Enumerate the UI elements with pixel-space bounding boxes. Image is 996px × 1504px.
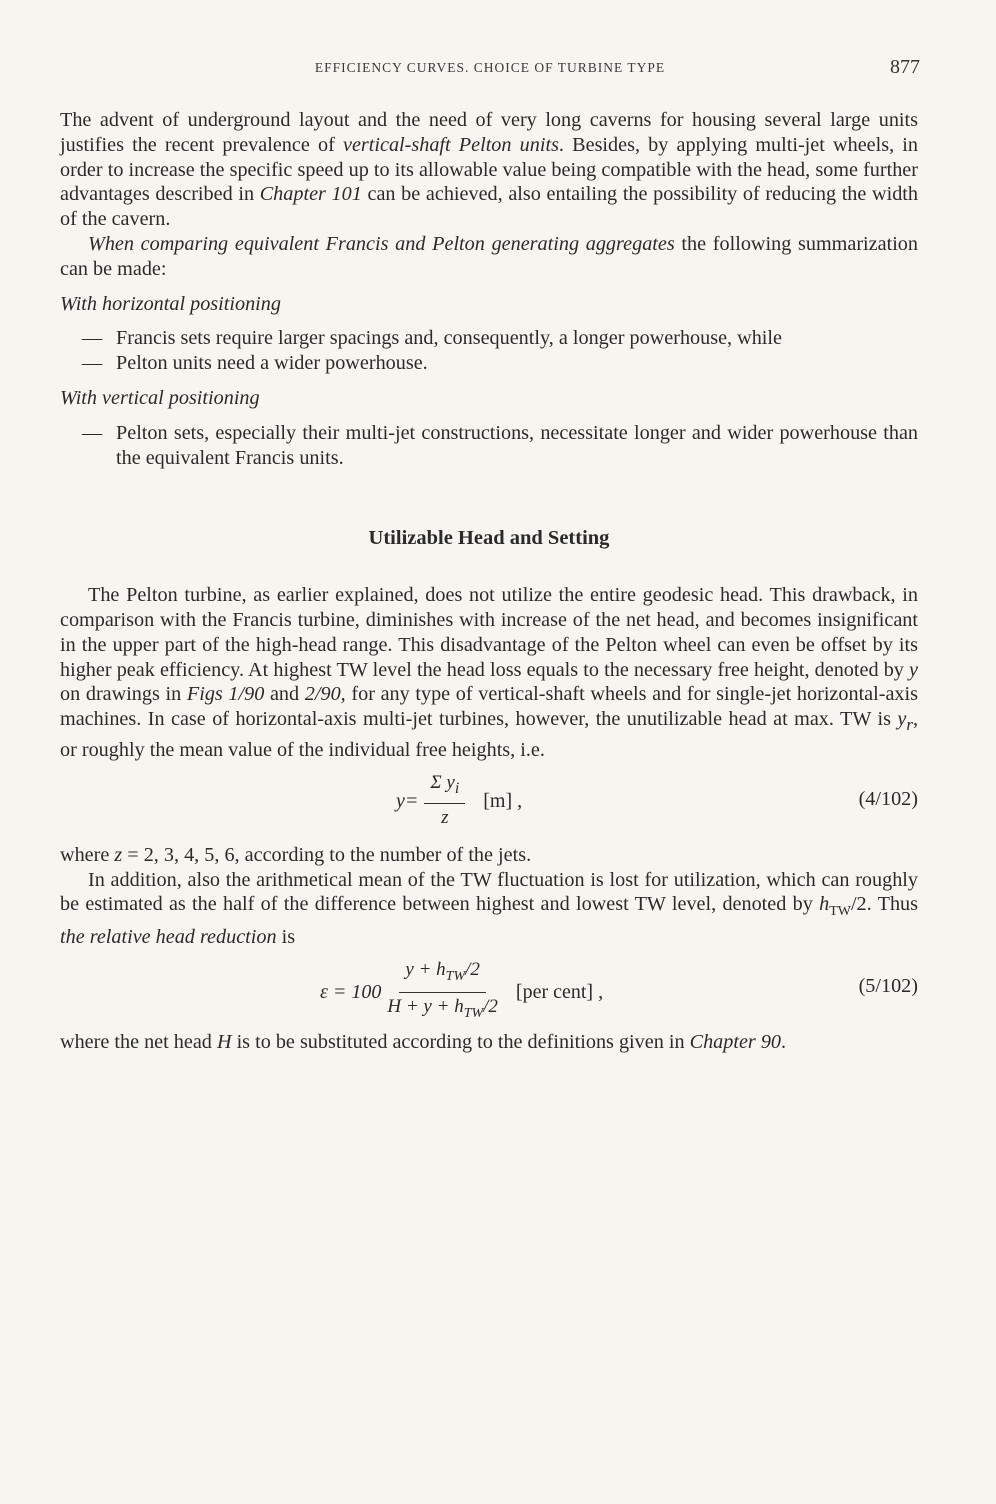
text-run: The Pelton turbine, as earlier explained, does not utilize the entire geodesic head. This drawback, in comparison with the Francis turbine, diminishes with increase of the net head, and becomes insignificant in the upper part of the high-head range. This disadvantage of the Pelton wheel can even be offset by its higher peak efficiency. At highest TW level the head loss equals to the necessary free height, denoted by (60, 584, 918, 681)
text-run: on drawings in (60, 683, 187, 706)
page-header (60, 56, 920, 86)
text-run: The advent of underground layout and the need of very long caverns for housing several large units justifies the recent prevalence of (60, 109, 918, 156)
numerator-subscript: TW (445, 968, 466, 984)
text-run: , or roughly the mean value of the individual free heights, i.e. (60, 708, 918, 761)
section-title: Utilizable Head and Setting (368, 527, 610, 550)
equation-number: (5/102) (858, 974, 918, 997)
symbol-z: z (114, 843, 123, 866)
emphasis-vertical-shaft: vertical-shaft Pelton units (342, 133, 559, 156)
paragraph-tw-fluctuation (60, 868, 918, 950)
text-run: can be achieved, also entailing the possibility of reducing the width of the cavern. (60, 183, 919, 231)
figure-reference: Figs 1/90 (186, 683, 265, 706)
subheading-horizontal: With horizontal positioning (60, 292, 281, 315)
equation-5-102 (60, 958, 918, 1021)
running-head: EFFICIENCY CURVES. CHOICE OF TURBINE TYPE (314, 60, 666, 75)
equation-body (396, 771, 522, 831)
equation-lhs: ε = 100 (320, 980, 382, 1003)
denominator-subscript: TW (463, 1005, 484, 1021)
fraction-numerator (424, 771, 465, 805)
text-run: where (60, 843, 115, 866)
fraction (387, 958, 498, 1026)
list-item: — Francis sets require larger spacings and, consequently, a longer powerhouse, while (60, 326, 918, 351)
chapter-reference: Chapter 101 (259, 183, 362, 206)
denominator-tail: /2 (483, 995, 498, 1017)
text-run: . Besides, by applying multi-jet wheels, in order to increase the specific speed up to its allowable value being compatible with the head, some further advantages described in (60, 133, 918, 206)
paragraph-jets (60, 843, 918, 868)
figure-reference: 2/90, (304, 683, 346, 706)
numerator-text: y + h (405, 958, 446, 980)
emphasis-relative-head: the relative head reduction (60, 926, 277, 949)
text-run: where the net head (60, 1030, 217, 1053)
denominator-text: H + y + h (387, 995, 464, 1017)
symbol-H: H (216, 1030, 232, 1053)
equation-lhs: y= (396, 789, 419, 812)
emphasis-comparison: When comparing equivalent Francis and Pelton generating aggregates (88, 232, 675, 255)
text-run: for any type of vertical-shaft wheels and for single-jet horizontal-axis machines. In case of horizontal-axis multi-jet turbines, however, the unutilizable head at max. TW is (60, 683, 918, 731)
fraction (424, 771, 465, 831)
symbol-h: h (819, 893, 830, 916)
text-run: /2. Thus (850, 893, 918, 916)
text-run: is to be substituted according to the definitions given in (231, 1030, 690, 1053)
equation-unit: [per cent] , (515, 980, 604, 1003)
vertical-list (60, 421, 918, 471)
numerator-tail: /2 (465, 958, 480, 980)
page-body (60, 108, 918, 1055)
fraction-numerator (399, 958, 486, 993)
list-item: — Pelton units need a wider powerhouse. (60, 351, 918, 376)
paragraph-comparison (60, 232, 918, 282)
paragraph-intro (60, 108, 918, 232)
horizontal-list (60, 326, 918, 376)
text-run: the following summarization can be made: (60, 232, 918, 280)
fraction-denominator: z (441, 807, 449, 829)
text-run: In addition, also the arithmetical mean of the TW fluctuation is lost for utilization, which can roughly be estimated as the half of the difference between highest and lowest TW level, denoted by (60, 868, 918, 916)
paragraph-net-head (60, 1030, 918, 1055)
equation-4-102 (60, 771, 918, 831)
text-run: is (276, 926, 296, 949)
fraction-denominator (387, 993, 498, 1027)
symbol-y: y (897, 708, 907, 731)
equation-number: (4/102) (858, 787, 918, 810)
subscript-tw: TW (829, 904, 851, 920)
list-item: — Pelton sets, especially their multi-jet constructions, necessitate longer and wider powerhouse than the equivalent Francis units. (60, 421, 918, 471)
numerator-subscript: i (454, 779, 460, 797)
numerator-text: Σ y (430, 771, 455, 793)
subscript-r: r (906, 715, 913, 735)
chapter-reference: Chapter 90 (689, 1030, 782, 1053)
subheading-vertical: With vertical positioning (60, 386, 260, 409)
equation-body (320, 958, 603, 1026)
text-run: = 2, 3, 4, 5, 6, according to the number of the jets. (122, 843, 532, 866)
paragraph-pelton-head (60, 583, 918, 763)
page-number: 877 (890, 56, 920, 78)
text-run: and (264, 683, 305, 706)
symbol-y: y (909, 658, 918, 681)
text-run: . (781, 1030, 787, 1053)
equation-unit: [m] , (483, 789, 523, 812)
